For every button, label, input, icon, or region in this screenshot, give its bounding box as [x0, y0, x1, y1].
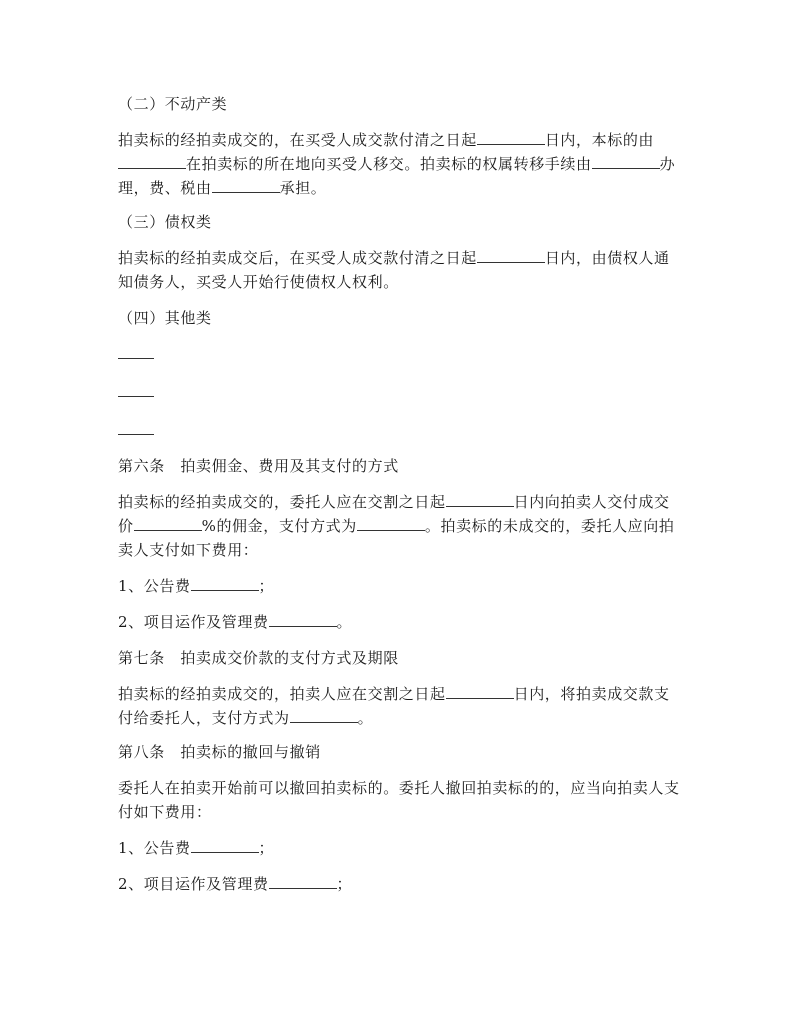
article-6-heading: 第六条 拍卖佣金、费用及其支付的方式	[118, 457, 399, 475]
fill-blank[interactable]	[269, 612, 337, 627]
fill-blank[interactable]	[134, 516, 202, 531]
section-heading-real-estate: （二）不动产类	[118, 95, 228, 113]
blank-line[interactable]	[118, 382, 154, 402]
fill-blank[interactable]	[477, 248, 545, 263]
paragraph-line: 拍卖标的经拍卖成交的，在买受人成交款付清之日起 日内，本标的由	[118, 131, 655, 149]
paragraph-line: 理，费、税由 承担。	[118, 179, 327, 197]
section-heading-claims: （三）债权类	[118, 213, 212, 231]
fill-blank[interactable]	[446, 684, 514, 699]
paragraph-line: 价 %的佣金，支付方式为 。拍卖标的未成交的，委托人应向拍	[118, 517, 675, 535]
list-item: 1、公告费 ；	[118, 839, 275, 857]
list-item: 2、项目运作及管理费 ；	[118, 875, 353, 893]
paragraph-line: 拍卖标的经拍卖成交的，委托人应在交割之日起 日内向拍卖人交付成交	[118, 493, 670, 511]
fill-blank[interactable]	[191, 838, 259, 853]
fill-blank[interactable]	[212, 178, 280, 193]
fill-blank[interactable]	[118, 154, 186, 169]
fill-blank[interactable]	[191, 576, 259, 591]
article-8-heading: 第八条 拍卖标的撤回与撤销	[118, 743, 321, 761]
paragraph-line: 在拍卖标的所在地向买受人移交。拍卖标的权属转移手续由 办	[118, 154, 675, 174]
fill-blank[interactable]	[269, 874, 337, 889]
fill-blank[interactable]	[446, 492, 514, 507]
fill-blank[interactable]	[592, 154, 660, 169]
paragraph-line: 付如下费用：	[118, 803, 212, 821]
paragraph-line: 拍卖标的经拍卖成交后，在买受人成交款付清之日起 日内，由债权人通	[118, 249, 670, 267]
list-item: 2、项目运作及管理费 。	[118, 613, 353, 631]
fill-blank[interactable]	[477, 130, 545, 145]
section-heading-other: （四）其他类	[118, 309, 212, 327]
paragraph-line: 拍卖标的经拍卖成交的，拍卖人应在交割之日起 日内，将拍卖成交款支	[118, 685, 670, 703]
fill-blank[interactable]	[357, 516, 425, 531]
list-item: 1、公告费 ；	[118, 577, 275, 595]
article-7-heading: 第七条 拍卖成交价款的支付方式及期限	[118, 649, 399, 667]
paragraph-line: 卖人支付如下费用：	[118, 541, 259, 559]
paragraph-line: 付给委托人，支付方式为 。	[118, 709, 374, 727]
blank-line[interactable]	[118, 420, 154, 440]
fill-blank[interactable]	[290, 708, 358, 723]
paragraph-line: 委托人在拍卖开始前可以撤回拍卖标的。委托人撤回拍卖标的的，应当向拍卖人支	[118, 779, 680, 797]
blank-line[interactable]	[118, 344, 154, 364]
paragraph-line: 知债务人，买受人开始行使债权人权利。	[118, 273, 399, 291]
